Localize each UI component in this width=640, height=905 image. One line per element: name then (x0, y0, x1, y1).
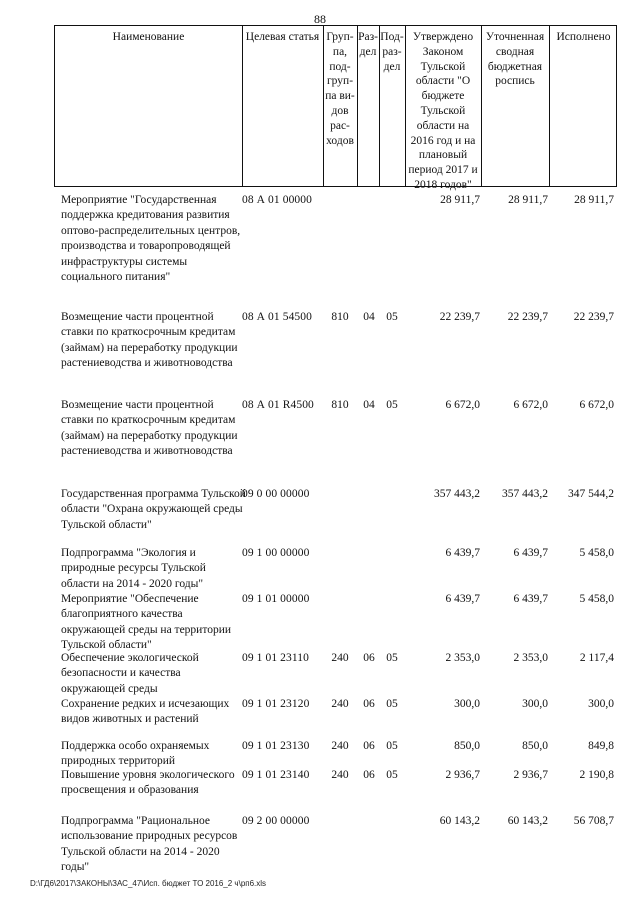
row-approved: 357 443,2 (434, 488, 480, 500)
row-executed: 28 911,7 (574, 194, 614, 206)
row-approved: 850,0 (454, 740, 480, 752)
row-section: 06 (363, 652, 375, 664)
row-expense-group: 240 (331, 698, 349, 710)
row-target-code: 09 1 00 00000 (242, 547, 310, 559)
row-refined: 22 239,7 (507, 311, 548, 323)
row-target-code: 09 1 01 23120 (242, 698, 310, 710)
file-path: D:\ГД6\2017\ЗАКОНЫ\ЗАС_47\Исп. бюджет ТО 2016_2 ч\рп6.xls (30, 879, 267, 888)
row-executed: 2 190,8 (579, 769, 614, 781)
header-section (357, 26, 379, 186)
row-approved: 6 439,7 (445, 547, 480, 559)
table-header (54, 25, 617, 191)
header-line: Под- (380, 31, 404, 43)
header-line: Раз- (358, 31, 378, 43)
row-expense-group: 240 (331, 652, 349, 664)
row-refined: 850,0 (522, 740, 548, 752)
header-line: области на (416, 119, 470, 132)
row-executed: 5 458,0 (579, 593, 614, 605)
header-line: па, (332, 45, 348, 58)
header-line: Груп- (326, 31, 354, 43)
row-expense-group: 240 (331, 740, 349, 752)
header-line: период 2017 и (408, 164, 478, 177)
row-refined: 28 911,7 (508, 194, 548, 206)
header-line: под- (329, 60, 351, 73)
row-refined: 2 936,7 (513, 769, 548, 781)
row-refined: 300,0 (522, 698, 548, 710)
header-line: области "О (415, 75, 471, 88)
row-name: Подпрограмма "Рациональное использование природных ресурсов Тульской области на 2014 - 2020 годы" (61, 815, 238, 874)
row-target-code: 09 2 00 00000 (242, 815, 310, 827)
row-approved: 6 672,0 (445, 399, 480, 411)
row-executed: 2 117,4 (579, 652, 614, 664)
header-line: Законом (422, 45, 464, 58)
row-executed: 6 672,0 (579, 399, 614, 411)
row-subsection: 05 (386, 698, 398, 710)
row-approved: 60 143,2 (439, 815, 480, 827)
header-line: дел (359, 45, 377, 58)
row-executed: 347 544,2 (568, 488, 614, 500)
row-target-code: 08 А 01 54500 (242, 311, 312, 323)
row-section: 06 (363, 769, 375, 781)
header-line: ходов (326, 134, 354, 147)
row-expense-group: 810 (331, 399, 349, 411)
row-section: 04 (363, 311, 375, 323)
page-number: 88 (314, 12, 326, 26)
row-approved: 28 911,7 (440, 194, 480, 206)
header-line: Тульской (420, 60, 466, 73)
header-line: роспись (495, 75, 535, 88)
header-subsection (379, 26, 405, 186)
row-subsection: 05 (386, 311, 398, 323)
row-target-code: 09 1 01 23140 (242, 769, 310, 781)
row-refined: 60 143,2 (507, 815, 548, 827)
row-approved: 300,0 (454, 698, 480, 710)
row-refined: 6 439,7 (513, 547, 548, 559)
row-name: Возмещение части процентной ставки по краткосрочным кредитам (займам) на переработку продукции растениеводства и животноводства (61, 399, 238, 458)
header-line: сводная (495, 45, 535, 58)
row-name: Подпрограмма "Экология и природные ресурсы Тульской области на 2014 - 2020 годы" (61, 547, 206, 590)
header-line: па ви- (325, 90, 355, 103)
row-subsection: 05 (386, 740, 398, 752)
row-name: Государственная программа Тульской области "Охрана окружающей среды Тульской области" (61, 488, 246, 531)
row-name: Мероприятие "Государственная поддержка кредитования развития оптово-распределительных центров, производства и товаропроводящей инфраструктуры системы социального питания" (61, 194, 241, 284)
header-line: дел (383, 60, 401, 73)
row-name: Обеспечение экологической безопасности и качества окружающей среды (61, 652, 199, 695)
row-approved: 2 936,7 (445, 769, 480, 781)
row-target-code: 08 А 01 00000 (242, 194, 312, 206)
header-line: Тульской (420, 104, 466, 117)
row-approved: 2 353,0 (445, 652, 480, 664)
header-line: бюджетная (487, 60, 543, 73)
row-name: Поддержка особо охраняемых природных территорий (61, 740, 210, 768)
row-refined: 357 443,2 (502, 488, 548, 500)
header-executed: Исполнено (556, 31, 611, 43)
header-line: дов (331, 104, 349, 117)
header-approved (405, 26, 481, 191)
row-executed: 849,8 (588, 740, 614, 752)
row-name: Мероприятие "Обеспечение благоприятного качества окружающей среды на территории Тульской области" (61, 593, 232, 652)
header-line: плановый (418, 149, 468, 162)
row-executed: 300,0 (588, 698, 614, 710)
row-executed: 56 708,7 (573, 815, 614, 827)
row-section: 04 (363, 399, 375, 411)
row-refined: 6 672,0 (513, 399, 548, 411)
row-section: 06 (363, 698, 375, 710)
row-expense-group: 810 (331, 311, 349, 323)
row-name: Повышение уровня экологического просвещения и образования (61, 769, 235, 797)
row-approved: 22 239,7 (439, 311, 480, 323)
row-subsection: 05 (386, 769, 398, 781)
header-name: Наименование (112, 31, 185, 43)
row-expense-group: 240 (331, 769, 349, 781)
row-target-code: 09 1 01 23110 (242, 652, 309, 664)
row-executed: 5 458,0 (579, 547, 614, 559)
row-target-code: 08 А 01 R4500 (242, 399, 314, 411)
row-target-code: 09 1 01 00000 (242, 593, 310, 605)
row-executed: 22 239,7 (573, 311, 614, 323)
header-refined (481, 26, 549, 186)
row-name: Сохранение редких и исчезающих видов животных и растений (61, 698, 230, 726)
row-refined: 2 353,0 (513, 652, 548, 664)
header-line: 2018 годов" (414, 178, 472, 191)
header-line: Утверждено (412, 31, 474, 43)
row-target-code: 09 1 01 23130 (242, 740, 310, 752)
row-refined: 6 439,7 (513, 593, 548, 605)
row-section: 06 (363, 740, 375, 752)
header-group (323, 26, 357, 186)
header-line: Уточненная (485, 31, 545, 43)
header-line: рас- (330, 119, 350, 132)
header-target: Целевая статья (245, 31, 320, 43)
header-line: раз- (382, 45, 402, 58)
header-line: груп- (326, 75, 354, 88)
row-name: Возмещение части процентной ставки по краткосрочным кредитам (займам) на переработку продукции растениеводства и животноводства (61, 311, 238, 370)
header-line: 2016 год и на (410, 134, 476, 147)
row-subsection: 05 (386, 399, 398, 411)
row-approved: 6 439,7 (445, 593, 480, 605)
row-subsection: 05 (386, 652, 398, 664)
row-target-code: 09 0 00 00000 (242, 488, 310, 500)
header-line: бюджете (421, 90, 465, 103)
